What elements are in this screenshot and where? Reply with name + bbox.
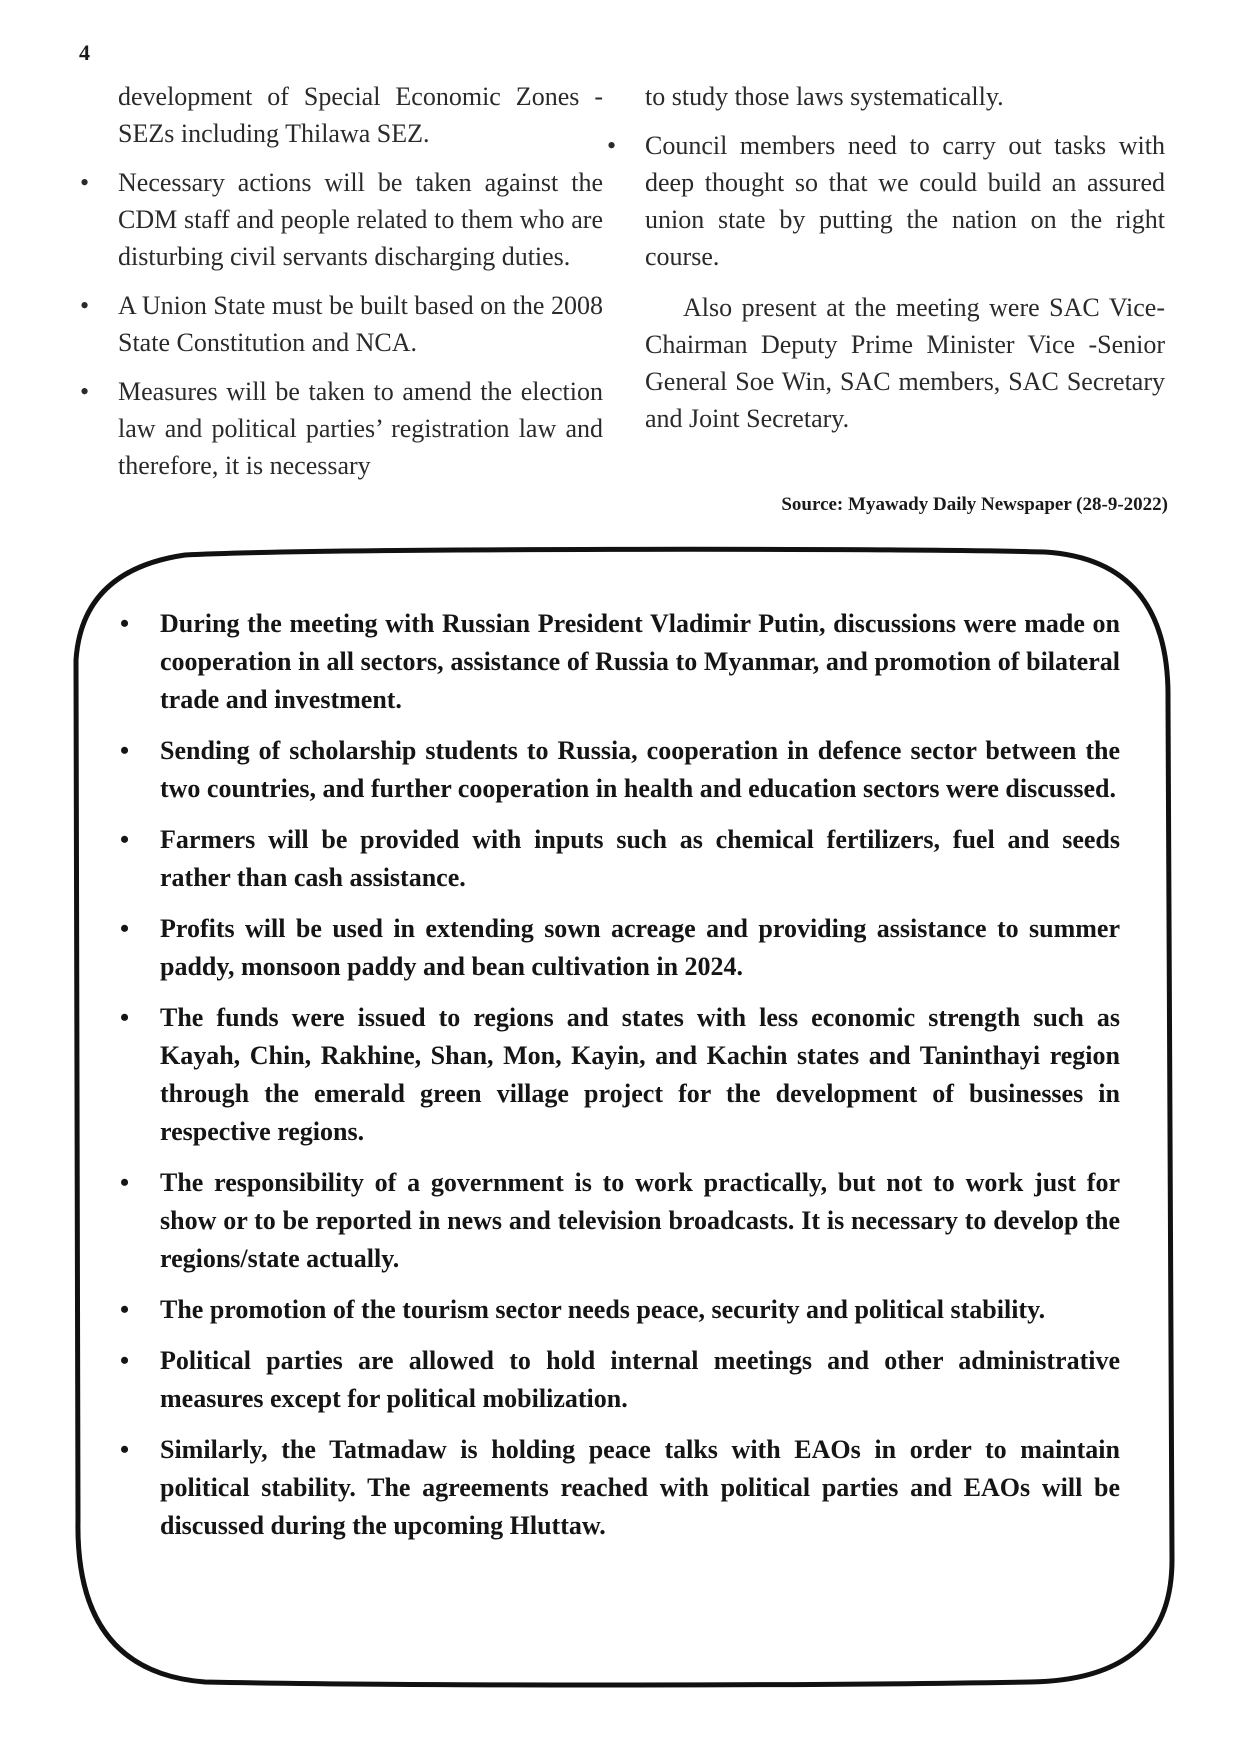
- highlight-box: [160, 605, 1120, 1558]
- right-bullet-item: • Council members need to carry out tasks with deep thought so that we could build an assured union state by putting the nation on the right course.: [645, 127, 1165, 275]
- highlight-bullet-item: • Political parties are allowed to hold internal meetings and other administrative measures except for political mobilization.: [160, 1342, 1120, 1418]
- highlight-bullet-item: • Profits will be used in extending sown acreage and providing assistance to summer paddy, monsoon paddy and bean cultivation in 2024.: [160, 910, 1120, 986]
- highlight-bullet-item: • Sending of scholarship students to Russia, cooperation in defence sector between the two countries, and further cooperation in health and education sectors were discussed.: [160, 732, 1120, 808]
- left-column-continuation: development of Special Economic Zones -SEZs including Thilawa SEZ.: [118, 82, 603, 148]
- source-citation: Source: Myawady Daily Newspaper (28-9-2022): [781, 494, 1168, 515]
- right-column-continuation: to study those laws systematically.: [645, 82, 1004, 111]
- highlight-bullet-item: • During the meeting with Russian President Vladimir Putin, discussions were made on cooperation in all sectors, assistance of Russia to Myanmar, and promotion of bilateral trade and investment.: [160, 605, 1120, 719]
- page-number: 4: [79, 40, 90, 65]
- closing-paragraph: Also present at the meeting were SAC Vice-Chairman Deputy Prime Minister Vice -Senior General Soe Win, SAC members, SAC Secretary and Joint Secretary.: [645, 293, 1165, 433]
- highlight-bullet-item: • The promotion of the tourism sector needs peace, security and political stability.: [160, 1291, 1120, 1329]
- left-bullet-item: • Necessary actions will be taken against the CDM staff and people related to them who are disturbing civil servants discharging duties.: [118, 164, 603, 275]
- left-bullet-item: • A Union State must be built based on the 2008 State Constitution and NCA.: [118, 287, 603, 361]
- highlight-bullet-item: • Similarly, the Tatmadaw is holding peace talks with EAOs in order to maintain political stability. The agreements reached with political parties and EAOs will be discussed during the upcoming Hluttaw.: [160, 1431, 1120, 1545]
- left-bullet-item: • Measures will be taken to amend the election law and political parties’ registration law and therefore, it is necessary: [118, 373, 603, 484]
- highlight-bullet-item: • The funds were issued to regions and states with less economic strength such as Kayah, Chin, Rakhine, Shan, Mon, Kayin, and Kachin states and Taninthayi region through the emerald green village project for the development of businesses in respective regions.: [160, 999, 1120, 1151]
- highlight-bullet-item: • The responsibility of a government is to work practically, but not to work just for show or to be reported in news and television broadcasts. It is necessary to develop the regions/state actually.: [160, 1164, 1120, 1278]
- highlight-bullet-list: [160, 605, 1120, 1545]
- highlight-bullet-item: • Farmers will be provided with inputs such as chemical fertilizers, fuel and seeds rather than cash assistance.: [160, 821, 1120, 897]
